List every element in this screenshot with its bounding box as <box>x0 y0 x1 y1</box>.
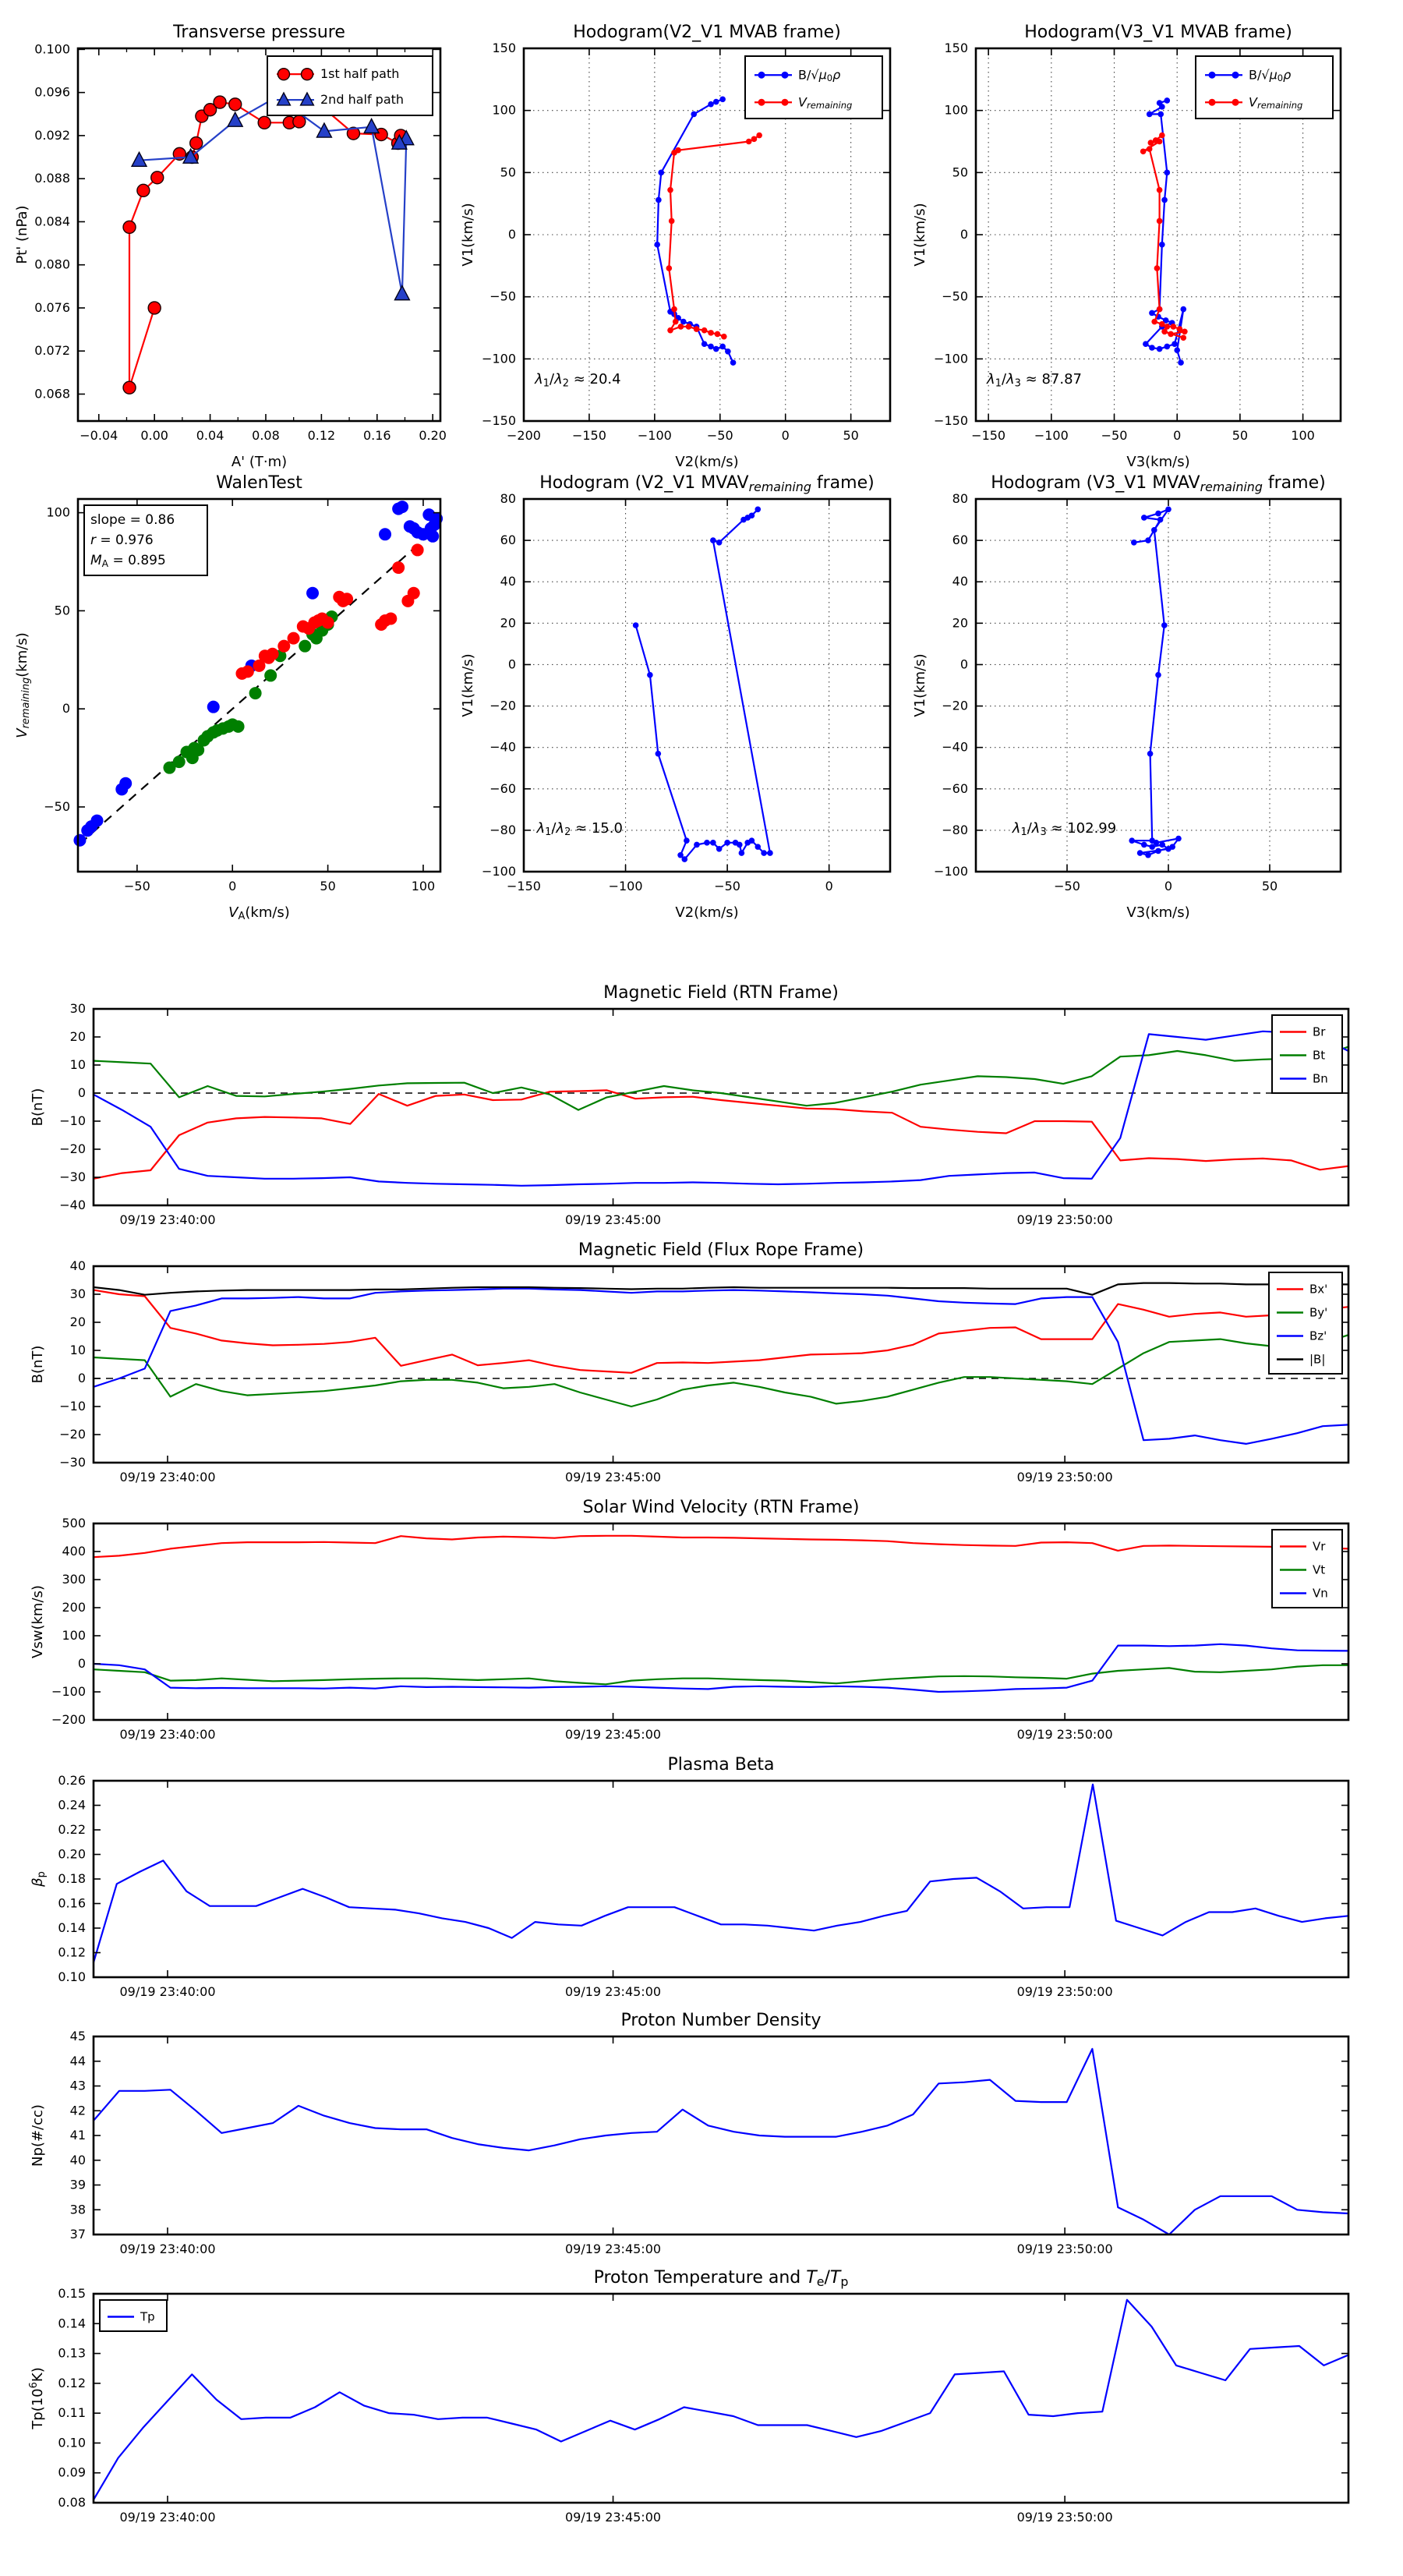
y-axis-label: V1(km/s) <box>912 653 928 717</box>
legend-label: Vr <box>1313 1539 1326 1554</box>
y-tick-label: 50 <box>952 165 968 180</box>
y-tick-label: 500 <box>62 1516 86 1530</box>
y-tick-label: −150 <box>482 413 516 428</box>
x-axis-label: V3(km/s) <box>1126 454 1190 470</box>
legend-label: Vremaining <box>1249 94 1303 111</box>
panel-walen-test <box>14 473 443 922</box>
panel-title: Hodogram (V2_V1 MVAVremaining frame) <box>539 473 875 494</box>
x-tick-label: 09/19 23:50:00 <box>1016 2510 1113 2525</box>
panel-title: Hodogram(V3_V1 MVAB frame) <box>1024 23 1292 42</box>
legend-label: 2nd half path <box>320 92 405 108</box>
legend-vsw-rtn <box>1272 1530 1342 1608</box>
x-tick-label: 0.04 <box>196 428 224 443</box>
y-axis-label: Vremaining(km/s) <box>14 632 33 738</box>
y-tick-label: −40 <box>942 739 968 755</box>
panel-transverse-pressure <box>14 23 447 470</box>
y-tick-label: 60 <box>952 533 968 548</box>
y-tick-label: −100 <box>934 351 968 366</box>
y-tick-label: 0.080 <box>34 257 70 272</box>
x-tick-label: 0 <box>228 879 237 893</box>
y-tick-label: 300 <box>62 1572 86 1587</box>
y-tick-label: 43 <box>69 2078 86 2093</box>
panel-plasma-beta <box>30 1755 1348 1999</box>
y-tick-label: 20 <box>69 1315 86 1329</box>
y-tick-label: −10 <box>59 1113 86 1128</box>
y-tick-label: −30 <box>59 1169 86 1184</box>
y-tick-label: 100 <box>46 504 70 520</box>
y-tick-label: 41 <box>69 2128 86 2143</box>
legend-label: |B| <box>1309 1352 1326 1367</box>
x-tick-label: −50 <box>123 879 150 893</box>
y-tick-label: −50 <box>942 288 968 304</box>
legend-b-flux-rope <box>1269 1272 1342 1374</box>
legend-label: Br <box>1313 1024 1326 1039</box>
panel-title: Plasma Beta <box>667 1755 775 1775</box>
annotation-hodogram-v3v1-mvav: λ1/λ3 ≈ 102.99 <box>1012 819 1117 839</box>
legend-b-rtn <box>1272 1015 1342 1093</box>
panel-b-rtn <box>30 983 1348 1227</box>
legend-label: 1st half path <box>320 66 400 82</box>
y-tick-label: −60 <box>942 780 968 796</box>
panel-title: Proton Temperature and Te/Tp <box>593 2268 849 2289</box>
y-tick-label: 0.10 <box>58 1969 86 1984</box>
y-tick-label: −40 <box>59 1198 86 1212</box>
y-tick-label: −200 <box>51 1712 86 1727</box>
y-tick-label: 30 <box>69 1001 86 1016</box>
y-tick-label: −20 <box>489 698 516 713</box>
legend-label: Tp <box>140 2309 155 2324</box>
x-tick-label: 50 <box>320 879 336 893</box>
y-tick-label: 40 <box>500 574 516 589</box>
x-tick-label: 0 <box>1164 879 1173 893</box>
x-tick-label: 09/19 23:45:00 <box>565 1984 662 1999</box>
panel-title: Magnetic Field (RTN Frame) <box>603 983 839 1003</box>
y-tick-label: −60 <box>489 780 516 796</box>
y-tick-label: 100 <box>944 102 968 118</box>
y-tick-label: 0.072 <box>34 343 70 359</box>
y-tick-label: 0.09 <box>58 2465 86 2480</box>
y-tick-label: 40 <box>69 2152 86 2167</box>
y-tick-label: −100 <box>482 864 516 879</box>
x-tick-label: 09/19 23:50:00 <box>1016 2242 1113 2256</box>
panel-title: Transverse pressure <box>173 23 345 42</box>
x-tick-label: 09/19 23:50:00 <box>1016 1212 1113 1227</box>
x-tick-label: 50 <box>843 428 859 443</box>
y-axis-label: Vsw(km/s) <box>30 1585 46 1658</box>
x-tick-label: 50 <box>1261 879 1278 893</box>
y-tick-label: 0 <box>507 656 516 672</box>
legend-label: Vt <box>1313 1562 1326 1577</box>
panel-hodogram-v3v1-mvav <box>912 473 1341 921</box>
y-tick-label: 0.076 <box>34 299 70 315</box>
legend-proton-temperature <box>100 2300 167 2331</box>
x-tick-label: 09/19 23:40:00 <box>119 2242 216 2256</box>
x-tick-label: 0.12 <box>307 428 336 443</box>
x-tick-label: −100 <box>608 879 643 893</box>
y-tick-label: 0.14 <box>58 1920 86 1935</box>
legend-label: Bn <box>1313 1071 1328 1086</box>
y-tick-label: −50 <box>44 798 70 814</box>
annotation-hodogram-v2v1-mvab: λ1/λ2 ≈ 20.4 <box>535 371 621 390</box>
y-tick-label: 0.14 <box>58 2316 86 2331</box>
x-tick-label: 0.00 <box>140 428 168 443</box>
y-tick-label: 0.100 <box>34 41 70 57</box>
y-tick-label: 20 <box>500 615 516 631</box>
y-tick-label: 40 <box>69 1258 86 1273</box>
stats-line: MA = 0.895 <box>90 553 166 570</box>
y-tick-label: 50 <box>54 603 70 618</box>
y-axis-label: Pt' (nPa) <box>14 205 30 264</box>
x-tick-label: −200 <box>507 428 541 443</box>
x-tick-label: 09/19 23:45:00 <box>565 1212 662 1227</box>
y-tick-label: 20 <box>952 615 968 631</box>
x-tick-label: 100 <box>411 879 436 893</box>
y-tick-label: −150 <box>934 413 968 428</box>
y-tick-label: 0.11 <box>58 2405 86 2421</box>
x-tick-label: 09/19 23:40:00 <box>119 2510 216 2525</box>
x-tick-label: 0 <box>1173 428 1182 443</box>
legend-label: B/√μ0ρ <box>1249 67 1292 84</box>
y-tick-label: −20 <box>59 1141 86 1156</box>
y-tick-label: 50 <box>500 165 516 180</box>
y-axis-label: B(nT) <box>30 1088 46 1127</box>
y-tick-label: 30 <box>69 1286 86 1301</box>
y-tick-label: 0 <box>77 1371 86 1385</box>
panel-proton-temperature <box>28 2268 1348 2525</box>
y-tick-label: 0.26 <box>58 1773 86 1788</box>
y-tick-label: 0.24 <box>58 1797 86 1813</box>
x-tick-label: 09/19 23:50:00 <box>1016 1470 1113 1484</box>
y-tick-label: −10 <box>59 1399 86 1414</box>
legend-hodogram-v3v1-mvab <box>1196 56 1333 119</box>
y-tick-label: 0 <box>959 227 968 242</box>
y-tick-label: 0.092 <box>34 127 70 143</box>
y-tick-label: 44 <box>69 2053 86 2068</box>
y-tick-label: 40 <box>952 574 968 589</box>
legend-label: B/√μ0ρ <box>798 67 841 84</box>
y-tick-label: 10 <box>69 1057 86 1072</box>
panel-title: Hodogram(V2_V1 MVAB frame) <box>573 23 841 42</box>
y-tick-label: 0.068 <box>34 386 70 402</box>
x-tick-label: 50 <box>1232 428 1249 443</box>
x-tick-label: 0 <box>781 428 790 443</box>
x-tick-label: −150 <box>507 879 541 893</box>
stats-box <box>84 505 207 575</box>
x-axis-label: V3(km/s) <box>1126 904 1190 921</box>
panel-vsw-rtn <box>30 1498 1348 1742</box>
panel-hodogram-v2v1-mvab <box>460 23 890 470</box>
y-tick-label: 0.12 <box>58 1944 86 1960</box>
x-axis-label: VA(km/s) <box>228 904 290 923</box>
y-tick-label: 0.16 <box>58 1895 86 1911</box>
y-tick-label: 200 <box>62 1600 86 1615</box>
y-tick-label: 150 <box>492 41 516 55</box>
y-tick-label: 0.088 <box>34 171 70 186</box>
x-tick-label: −50 <box>1101 428 1128 443</box>
x-tick-label: 09/19 23:40:00 <box>119 1212 216 1227</box>
y-tick-label: 0.18 <box>58 1871 86 1886</box>
y-tick-label: −40 <box>489 739 516 755</box>
y-tick-label: 0 <box>77 1085 86 1100</box>
y-tick-label: 38 <box>69 2202 86 2217</box>
y-tick-label: −30 <box>59 1455 86 1470</box>
panel-hodogram-v2v1-mvav <box>460 473 890 921</box>
y-axis-label: V1(km/s) <box>460 653 476 717</box>
x-tick-label: 0.20 <box>419 428 447 443</box>
y-axis-label: V1(km/s) <box>912 203 928 267</box>
x-tick-label: −50 <box>1054 879 1080 893</box>
y-tick-label: −80 <box>942 822 968 837</box>
y-tick-label: 100 <box>492 102 516 118</box>
legend-label: Vn <box>1313 1586 1328 1601</box>
x-tick-label: −100 <box>637 428 672 443</box>
y-axis-label: βp <box>30 1871 48 1887</box>
y-tick-label: 39 <box>69 2177 86 2192</box>
x-tick-label: 100 <box>1291 428 1315 443</box>
y-tick-label: 0.084 <box>34 214 70 229</box>
panel-proton-density <box>30 2011 1348 2256</box>
legend-label: Vremaining <box>798 94 853 111</box>
annotation-hodogram-v3v1-mvab: λ1/λ3 ≈ 87.87 <box>987 371 1082 390</box>
x-tick-label: 0.16 <box>362 428 391 443</box>
x-tick-label: 09/19 23:40:00 <box>119 1470 216 1484</box>
x-tick-label: 0 <box>825 879 833 893</box>
stats-line: slope = 0.86 <box>90 512 175 528</box>
legend-label: Bx' <box>1309 1282 1328 1297</box>
legend-transverse-pressure <box>267 56 433 115</box>
y-tick-label: 0.20 <box>58 1846 86 1862</box>
x-tick-label: −150 <box>971 428 1006 443</box>
panel-title: Hodogram (V3_V1 MVAVremaining frame) <box>991 473 1326 494</box>
x-tick-label: 0.08 <box>252 428 280 443</box>
y-tick-label: 0.13 <box>58 2345 86 2361</box>
x-axis-label: A' (T·m) <box>231 454 288 470</box>
panel-title: Proton Number Density <box>620 2011 822 2030</box>
y-tick-label: 80 <box>500 491 516 506</box>
y-tick-label: −20 <box>59 1427 86 1442</box>
panel-title: Magnetic Field (Flux Rope Frame) <box>578 1240 864 1260</box>
annotation-hodogram-v2v1-mvav: λ1/λ2 ≈ 15.0 <box>536 819 623 839</box>
x-tick-label: 09/19 23:45:00 <box>565 1727 662 1742</box>
y-tick-label: −100 <box>934 864 968 879</box>
panel-hodogram-v3v1-mvab <box>912 23 1341 470</box>
y-tick-label: 0.096 <box>34 84 70 100</box>
y-tick-label: 60 <box>500 533 516 548</box>
y-tick-label: 42 <box>69 2103 86 2118</box>
y-tick-label: 0.10 <box>58 2435 86 2450</box>
y-axis-label: B(nT) <box>30 1345 46 1384</box>
y-tick-label: 45 <box>69 2029 86 2043</box>
stats-line: r = 0.976 <box>90 533 154 548</box>
panel-title: WalenTest <box>216 473 302 493</box>
y-tick-label: 0.12 <box>58 2375 86 2390</box>
x-tick-label: 09/19 23:50:00 <box>1016 1984 1113 1999</box>
legend-label: Bz' <box>1309 1329 1327 1343</box>
y-axis-label: V1(km/s) <box>460 203 476 267</box>
y-tick-label: 100 <box>62 1628 86 1643</box>
x-tick-label: 09/19 23:45:00 <box>565 2510 662 2525</box>
x-tick-label: −100 <box>1034 428 1069 443</box>
panel-title: Solar Wind Velocity (RTN Frame) <box>582 1498 860 1517</box>
panel-b-flux-rope <box>30 1240 1348 1484</box>
x-axis-label: V2(km/s) <box>675 454 739 470</box>
y-tick-label: −20 <box>942 698 968 713</box>
y-tick-label: 0 <box>62 701 70 717</box>
y-tick-label: 20 <box>69 1029 86 1044</box>
x-tick-label: 09/19 23:45:00 <box>565 1470 662 1484</box>
y-tick-label: 400 <box>62 1544 86 1559</box>
y-axis-label: Np(#/cc) <box>30 2104 46 2167</box>
y-tick-label: 0 <box>959 656 968 672</box>
legend-label: Bt <box>1313 1048 1326 1063</box>
y-tick-label: 0.15 <box>58 2286 86 2301</box>
y-tick-label: −50 <box>489 288 516 304</box>
x-tick-label: −150 <box>571 428 606 443</box>
x-tick-label: −50 <box>714 879 740 893</box>
x-tick-label: −50 <box>706 428 733 443</box>
y-tick-label: 150 <box>944 41 968 55</box>
x-tick-label: 09/19 23:50:00 <box>1016 1727 1113 1742</box>
legend-label: By' <box>1309 1305 1328 1320</box>
y-tick-label: 10 <box>69 1343 86 1357</box>
x-tick-label: −0.04 <box>80 428 118 443</box>
y-tick-label: 0 <box>77 1656 86 1671</box>
y-tick-label: 0 <box>507 227 516 242</box>
y-tick-label: 80 <box>952 491 968 506</box>
legend-hodogram-v2v1-mvab <box>745 56 882 119</box>
x-tick-label: 09/19 23:40:00 <box>119 1727 216 1742</box>
y-tick-label: 37 <box>69 2227 86 2242</box>
y-tick-label: −80 <box>489 822 516 837</box>
y-axis-label: $Tp(10^6K)$ <box>28 2367 46 2429</box>
y-tick-label: 0.08 <box>58 2495 86 2510</box>
y-tick-label: 0.22 <box>58 1822 86 1837</box>
x-tick-label: 09/19 23:40:00 <box>119 1984 216 1999</box>
x-tick-label: 09/19 23:45:00 <box>565 2242 662 2256</box>
y-tick-label: −100 <box>51 1684 86 1699</box>
y-tick-label: −100 <box>482 351 516 366</box>
x-axis-label: V2(km/s) <box>675 904 739 921</box>
